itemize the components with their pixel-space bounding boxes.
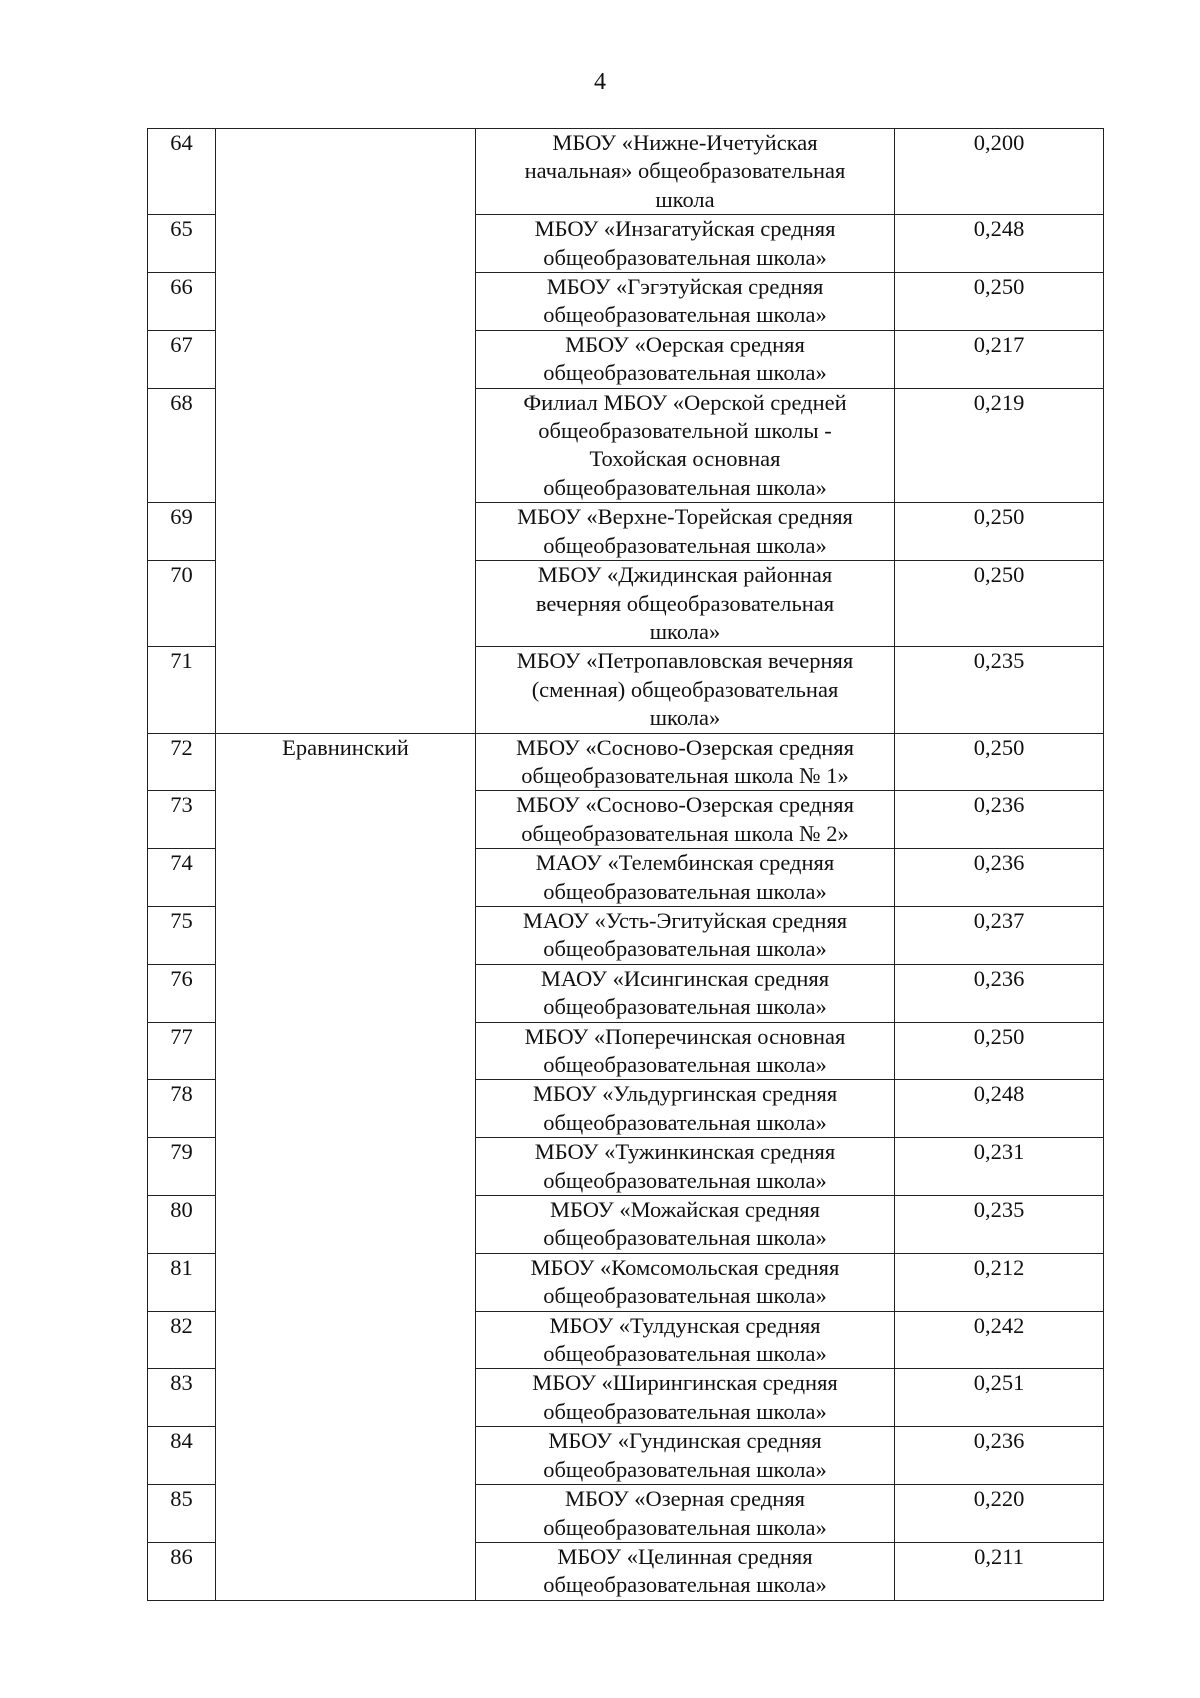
coefficient-value: 0,250 [895, 273, 1104, 331]
school-name: МБОУ «Гэгэтуйская средняя общеобразовательная школа» [476, 273, 895, 331]
row-number: 73 [148, 791, 216, 849]
coefficient-value: 0,248 [895, 215, 1104, 273]
coefficient-value: 0,235 [895, 647, 1104, 733]
row-number: 77 [148, 1022, 216, 1080]
school-name: МБОУ «Ширингинская средняя общеобразовательная школа» [476, 1369, 895, 1427]
coefficient-value: 0,231 [895, 1138, 1104, 1196]
coefficient-value: 0,235 [895, 1196, 1104, 1254]
school-name: МБОУ «Верхне-Торейская средняя общеобразовательная школа» [476, 503, 895, 561]
row-number: 67 [148, 330, 216, 388]
row-number: 81 [148, 1253, 216, 1311]
table-row [148, 733, 1104, 791]
row-number: 64 [148, 129, 216, 215]
school-name: Филиал МБОУ «Оерской средней общеобразовательной школы - Тохойская основная общеобразовательная школа» [476, 388, 895, 503]
coefficient-value: 0,236 [895, 964, 1104, 1022]
row-number: 72 [148, 733, 216, 791]
row-number: 79 [148, 1138, 216, 1196]
coefficient-value: 0,211 [895, 1542, 1104, 1600]
coefficient-value: 0,236 [895, 849, 1104, 907]
row-number: 80 [148, 1196, 216, 1254]
school-name: МБОУ «Сосново-Озерская средняя общеобразовательная школа № 2» [476, 791, 895, 849]
coefficient-value: 0,220 [895, 1485, 1104, 1543]
coefficient-value: 0,248 [895, 1080, 1104, 1138]
row-number: 84 [148, 1427, 216, 1485]
district-name: Еравнинский [216, 733, 476, 1600]
row-number: 83 [148, 1369, 216, 1427]
coefficient-value: 0,236 [895, 1427, 1104, 1485]
school-name: МБОУ «Тужинкинская средняя общеобразовательная школа» [476, 1138, 895, 1196]
row-number: 69 [148, 503, 216, 561]
school-name: МАОУ «Телембинская средняя общеобразовательная школа» [476, 849, 895, 907]
school-name: МБОУ «Целинная средняя общеобразовательная школа» [476, 1542, 895, 1600]
school-name: МБОУ «Нижне-Ичетуйская начальная» общеобразовательная школа [476, 129, 895, 215]
school-name: МБОУ «Оерская средняя общеобразовательная школа» [476, 330, 895, 388]
row-number: 82 [148, 1311, 216, 1369]
district-cell [216, 129, 476, 734]
coefficient-value: 0,250 [895, 503, 1104, 561]
coefficient-value: 0,237 [895, 906, 1104, 964]
coefficient-value: 0,250 [895, 1022, 1104, 1080]
coefficient-value: 0,236 [895, 791, 1104, 849]
table-body [148, 129, 1104, 1601]
school-name: МБОУ «Инзагатуйская средняя общеобразовательная школа» [476, 215, 895, 273]
table-row [148, 129, 1104, 215]
schools-table [147, 128, 1104, 1601]
row-number: 78 [148, 1080, 216, 1138]
coefficient-value: 0,251 [895, 1369, 1104, 1427]
coefficient-value: 0,219 [895, 388, 1104, 503]
row-number: 85 [148, 1485, 216, 1543]
row-number: 74 [148, 849, 216, 907]
school-name: МАОУ «Исингинская средняя общеобразовательная школа» [476, 964, 895, 1022]
school-name: МБОУ «Ульдургинская средняя общеобразовательная школа» [476, 1080, 895, 1138]
row-number: 70 [148, 561, 216, 647]
row-number: 75 [148, 906, 216, 964]
coefficient-value: 0,200 [895, 129, 1104, 215]
row-number: 76 [148, 964, 216, 1022]
coefficient-value: 0,250 [895, 561, 1104, 647]
row-number: 71 [148, 647, 216, 733]
school-name: МБОУ «Гундинская средняя общеобразовательная школа» [476, 1427, 895, 1485]
coefficient-value: 0,250 [895, 733, 1104, 791]
school-name: МБОУ «Тулдунская средняя общеобразовательная школа» [476, 1311, 895, 1369]
row-number: 65 [148, 215, 216, 273]
school-name: МБОУ «Комсомольская средняя общеобразовательная школа» [476, 1253, 895, 1311]
row-number: 66 [148, 273, 216, 331]
row-number: 68 [148, 388, 216, 503]
school-name: МБОУ «Джидинская районная вечерняя общеобразовательная школа» [476, 561, 895, 647]
school-name: МБОУ «Озерная средняя общеобразовательная школа» [476, 1485, 895, 1543]
school-name: МАОУ «Усть-Эгитуйская средняя общеобразовательная школа» [476, 906, 895, 964]
coefficient-value: 0,242 [895, 1311, 1104, 1369]
coefficient-value: 0,212 [895, 1253, 1104, 1311]
page-number: 4 [594, 69, 606, 95]
school-name: МБОУ «Сосново-Озерская средняя общеобразовательная школа № 1» [476, 733, 895, 791]
school-name: МБОУ «Петропавловская вечерняя (сменная) общеобразовательная школа» [476, 647, 895, 733]
school-name: МБОУ «Поперечинская основная общеобразовательная школа» [476, 1022, 895, 1080]
school-name: МБОУ «Можайская средняя общеобразовательная школа» [476, 1196, 895, 1254]
row-number: 86 [148, 1542, 216, 1600]
coefficient-value: 0,217 [895, 330, 1104, 388]
